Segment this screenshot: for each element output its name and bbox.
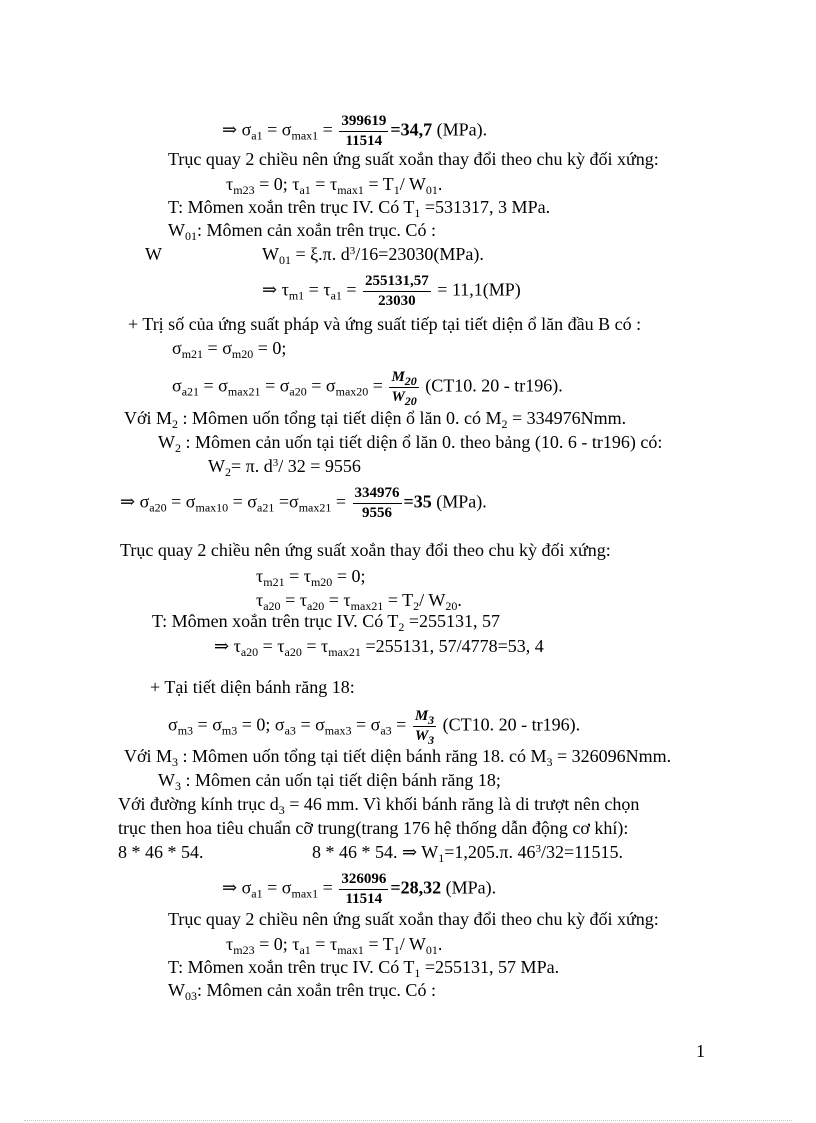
text-spline-size: 8 * 46 * 54.: [118, 842, 204, 862]
fraction: $\frac{255131,57}{23030}$: [365, 273, 429, 309]
text-w03-definition: $W_{03}$: Mômen cản xoắn trên trục. Có :: [168, 980, 436, 1003]
equation-sigma-a20-35: ⇒ $\sigma_{a20} = \sigma_{max10} = \sigma_{a21} =\sigma_{max21}$ = $\frac{334976}{9556}$ =35 (MPa).: [120, 485, 487, 521]
fraction: $\frac{399619}{11514}$: [341, 113, 387, 149]
text-shaft-diameter: Với đường kính trục $d_3 = 46$ mm. Vì khối bánh răng là di trượt nên chọn: [118, 794, 640, 817]
text-w2-definition: $W_2$ : Mômen cản uốn tại tiết diện ổ lăn 0. theo bảng (10. 6 - tr196) có:: [158, 432, 663, 455]
text-m2-definition: Với $M_2$ : Mômen uốn tổng tại tiết diện ổ lăn 0. có $M_2 = 334976Nmm$.: [124, 408, 627, 431]
text-w01-definition: $W_{01}$: Mômen cản xoắn trên trục. Có :: [168, 220, 436, 243]
equation-w1-spline: 8 * 46 * 54. ⇒ $W_1=1,205.\pi$. $46^3/32=11515$.: [312, 842, 623, 865]
text-w3-definition: $W_3$ : Mômen cản uốn tại tiết diện bánh răng 18;: [158, 770, 501, 793]
fraction: $\frac{326096}{11514}$: [341, 871, 387, 907]
equation-sigma-a1-34-7: ⇒ $\sigma_{a1} = \sigma_{max1}$ = $\frac{399619}{11514}$ =34,7 (MPa).: [222, 113, 488, 149]
equation-sigma-a1-28-32: ⇒ $\sigma_{a1} = \sigma_{max1}$ = $\frac{326096}{11514}$ =28,32 (MPa).: [222, 871, 497, 907]
equation-tau-a20: $\tau_{a20} = \tau_{a20} = \tau_{max21} = T_2/$ $W_{20}$.: [256, 590, 462, 613]
paragraph-torsion-symmetric-3: Trục quay 2 chiều nên ứng suất xoắn thay đổi theo chu kỳ đối xứng:: [168, 909, 659, 929]
text-spline-standard: trục then hoa tiêu chuẩn cỡ trung(trang 176 hệ thống dẫn động cơ khí):: [118, 818, 629, 838]
footer-divider: [24, 1120, 792, 1121]
equation-sigma-a21: $\sigma_{a21} = \sigma_{max21} = \sigma_{a20} = \sigma_{max20}$ = $\frac{M_{20}}{W_{20}}$ (CT10. 20 - tr196).: [172, 369, 563, 408]
page-number: 1: [696, 1041, 705, 1061]
fraction: $\frac{334976}{9556}$: [354, 485, 400, 521]
heading-gear-18: + Tại tiết diện bánh răng 18:: [150, 677, 355, 697]
equation-sigma-m21: $\sigma_{m21} = \sigma_{m20} = 0$;: [172, 338, 287, 361]
equation-sigma-m3: $\sigma_{m3} = \sigma_{m3} = 0$; $\sigma_{a3} = \sigma_{max3} = \sigma_{a3}$ = $\frac{M_3}{W_3}$ (CT10. 20 - tr196).: [168, 708, 581, 747]
equation-tau-m21: $\tau_{m21} = \tau_{m20} = 0$;: [256, 566, 366, 589]
heading-bearing-b: + Trị số của ứng suất pháp và ứng suất tiếp tại tiết diện ổ lăn đầu B có :: [128, 314, 642, 334]
text-torque-t1-2: T: Mômen xoắn trên trục IV. Có $T_1 =255131$, 57 MPa.: [168, 957, 560, 980]
fraction: $\frac{M_3}{W_3}$: [414, 708, 435, 747]
equation-tau-m23-2: $\tau_{m23} = 0$; $\tau_{a1} = \tau_{max1} = T_1/$ $W_{01}$.: [226, 934, 443, 957]
paragraph-torsion-symmetric-2: Trục quay 2 chiều nên ứng suất xoắn thay đổi theo chu kỳ đối xứng:: [120, 540, 611, 560]
text-m3-definition: Với $M_3$ : Mômen uốn tổng tại tiết diện bánh răng 18. có $M_3 = 326096Nmm$.: [124, 746, 672, 769]
text-torque-t1: T: Mômen xoắn trên trục IV. Có $T_1 =531317$, 3 MPa.: [168, 197, 551, 220]
text-w-stray: W: [145, 244, 162, 264]
equation-tau-a20-result: ⇒ $\tau_{a20} = \tau_{a20} = \tau_{max21} =255131$, 57/4778=53, 4: [214, 636, 544, 659]
equation-w2: $W_2= \pi$. $d^3/$ 32 = 9556: [208, 456, 361, 479]
equation-tau-m23: $\tau_{m23} = 0$; $\tau_{a1} = \tau_{max1} = T_1/$ $W_{01}$.: [226, 174, 443, 197]
equation-w01: $W_{01} = \xi.\pi$. $d^3/16=23030(MPa)$.: [262, 244, 484, 267]
fraction: $\frac{M_{20}}{W_{20}}$: [391, 369, 417, 408]
paragraph-torsion-symmetric-1: Trục quay 2 chiều nên ứng suất xoắn thay đổi theo chu kỳ đối xứng:: [168, 149, 659, 169]
text-torque-t2: T: Mômen xoắn trên trục IV. Có $T_2 =255131$, 57: [152, 611, 501, 634]
equation-tau-m1: ⇒ $\tau_{m1} = \tau_{a1}$ = $\frac{255131,57}{23030}$ = 11,1(MP): [262, 273, 521, 309]
